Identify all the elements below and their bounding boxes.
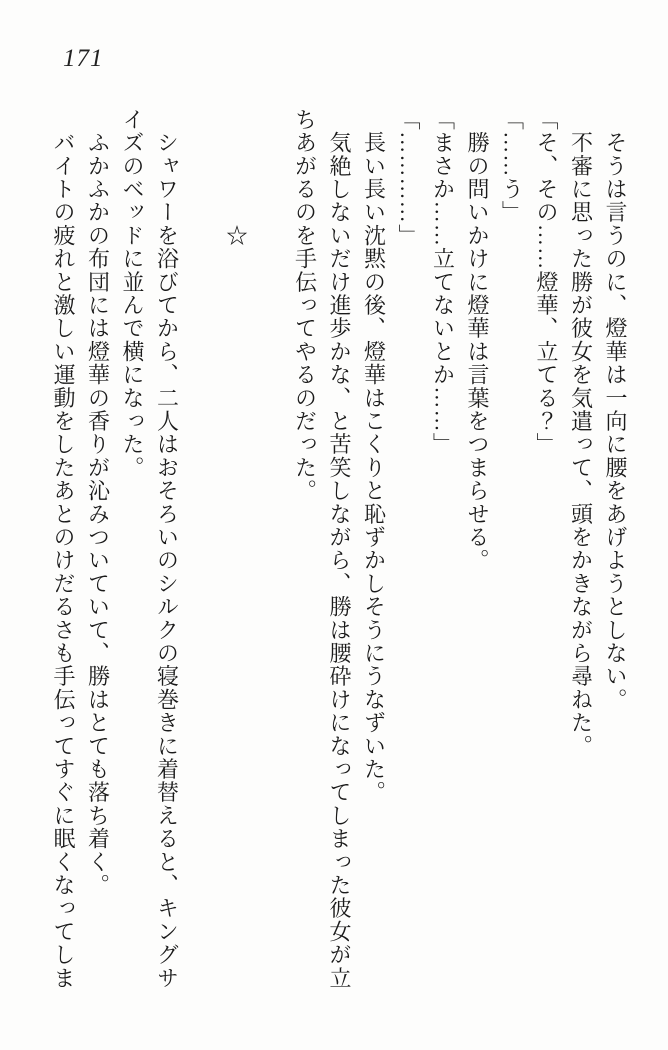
text-line [184, 108, 219, 994]
text-line: そうは言うのに、燈華は一向に腰をあげようとしない。 [603, 108, 628, 712]
text-line: ちあがるのを手伝ってやるのだった。 [292, 108, 318, 503]
text-line: 長い長い沈黙の後、燈華はこくりと恥ずかしそうにうなずいた。 [361, 108, 387, 804]
text-line: 「そ、その……燈華、立てる？」 [534, 108, 559, 456]
vertical-text-block [46, 108, 633, 994]
text-line: 「まさか……立てないとか……」 [430, 108, 456, 456]
text-line: シャワーを浴びてから、二人はおそろいのシルクの寝巻きに着替えると、キングサ [154, 108, 180, 990]
text-line: ☆ [223, 108, 249, 248]
text-line: 勝の問いかけに燈華は言葉をつまらせる。 [465, 108, 490, 572]
text-line: 不審に思った勝が彼女を気遣って、頭をかきながら尋ねた。 [568, 108, 594, 758]
text-line: 気絶しないだけ進歩かな、と苦笑しながら、勝は腰砕けになってしまった彼女が立 [327, 108, 352, 990]
text-line: バイトの疲れと激しい運動をしたあとのけだるさも手伝ってすぐに眠くなってしま [51, 108, 76, 990]
text-line: イズのベッドに並んで横になった。 [120, 108, 145, 480]
text-line [253, 108, 288, 994]
page-number: 171 [63, 45, 104, 72]
text-line: 「…………」 [396, 108, 421, 248]
text-line: 「……う」 [499, 108, 525, 224]
text-line: ふかふかの布団には燈華の香りが沁みついていて、勝はとても落ち着く。 [85, 108, 111, 897]
